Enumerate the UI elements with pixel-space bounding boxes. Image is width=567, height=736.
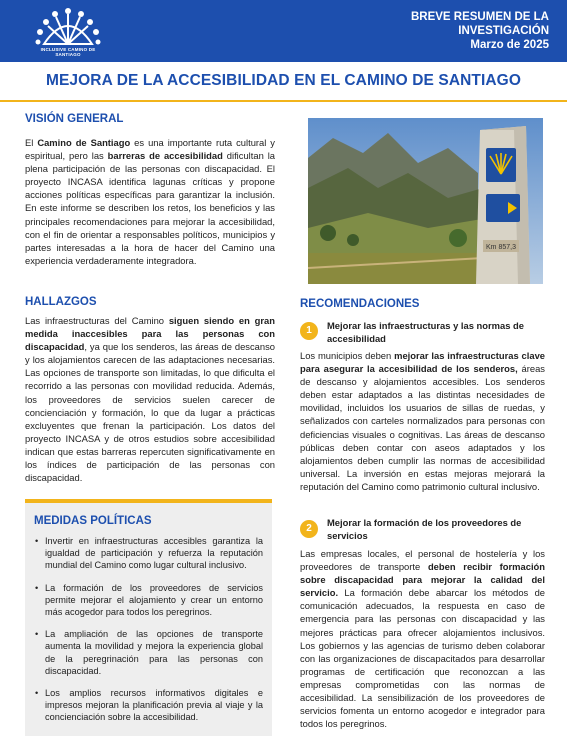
policy-item-text: La ampliación de las opciones de transporte aumenta la movilidad y mejora la experiencia global de la peregrinación para las personas con discapacidad. xyxy=(45,629,263,676)
marker-distance: Km 857,3 xyxy=(486,244,516,251)
camino-landscape-image xyxy=(308,118,543,284)
recommendation-1-number: 1 xyxy=(300,322,318,340)
policy-list xyxy=(35,535,263,734)
rec2-text-1: Las empresas locales, el personal de hostelería y los proveedores de transporte xyxy=(300,548,545,573)
header-banner xyxy=(0,0,567,62)
policy-measures-box xyxy=(25,499,272,736)
logo-text: INCLUSIVE CAMINO DE SANTIAGO xyxy=(40,47,96,57)
list-item: • Invertir en infraestructuras accesibles garantiza la igualdad de participación y refuerza la reputación mundial del Camino como lugar cultural inclusivo. xyxy=(35,536,263,571)
header-line-2: INVESTIGACIÓN xyxy=(458,25,549,37)
list-item: • La ampliación de las opciones de transporte aumenta la movilidad y mejora la experiencia global de la peregrinación para las personas con discapacidad. xyxy=(35,629,263,676)
header-meta xyxy=(349,10,549,52)
overview-text-3: dificultan la plena participación de las personas con discapacidad. El proyecto INCASA identifica lagunas críticas y propone acciones políticas específicas para garantizar la inclusión. En este informe se describen los retos, los beneficios y las principales recomendaciones para mejorar la accesibilidad, con el fin de orientar a responsables políticos, municipios y partes interesadas a la hora de hacer del Camino una experiencia verdaderamente integradora. xyxy=(25,150,276,266)
policy-item-text: Invertir en infraestructuras accesibles garantiza la igualdad de participación y refuerza la reputación mundial del Camino como lugar cultural inclusivo. xyxy=(45,536,263,571)
rec1-text-1: Los municipios deben xyxy=(300,350,395,361)
recommendation-1-paragraph xyxy=(300,349,545,493)
overview-text-2: es una importante ruta cultural y espiritual, pero las xyxy=(25,137,275,162)
findings-heading: HALLAZGOS xyxy=(25,296,97,308)
findings-text-2: , ya que los senderos, las áreas de descanso y los alojamientos carecen de las adaptaciones necesarias. Las opciones de transporte son limitadas, lo que dificulta el recorrido a las personas con movilidad reducida. Además, los proveedores de servicios suelen carecer de concienciación y formación, lo que da lugar a prácticas excluyentes que frenan la participación. Los datos del proyecto INCASA y de otros estudios sobre accesibilidad indican que estas barreras repercuten significativamente en los índices de participación de las personas con discapacidad. xyxy=(25,341,275,484)
header-line-1: BREVE RESUMEN DE LA xyxy=(410,11,549,23)
overview-text-1: El xyxy=(25,137,38,148)
recommendation-2-number: 2 xyxy=(300,520,318,538)
scallop-shell-icon xyxy=(28,4,108,48)
findings-bold-1: siguen siendo en gran medida inaccesibles para las personas con discapacidad xyxy=(25,315,275,353)
title-divider xyxy=(0,100,567,102)
camino-photo xyxy=(308,118,543,284)
inclusive-camino-logo xyxy=(28,4,108,58)
policy-item-text: La formación de los proveedores de servicios permite mejorar el alojamiento y crear un entorno más acogedor para todos los peregrinos. xyxy=(45,582,263,618)
rec1-text-2: áreas de descanso y alojamientos accesibles. Los senderos deben estar adaptados a las distintas necesidades de movilidad, incluidos los usuarios de sillas de ruedas, y señalizados con carteles normalizados para personas con deficiencias visuales o cognitivas. Las áreas de descanso públicas deben contar con aseos adaptados y los alojamientos deben cumplir las normas de accesibilidad universal. La inversión en estas mejoras mejorará la reputación del Camino como patrimonio cultural inclusivo. xyxy=(300,363,545,492)
findings-text-1: Las infraestructuras del Camino xyxy=(25,315,169,326)
recommendation-2-title: Mejorar la formación de los proveedores de servicios xyxy=(327,517,522,541)
rec1-bold-1: mejorar las infraestructuras clave para asegurar la accesibilidad de los senderos, xyxy=(300,350,545,375)
list-item: • Los amplios recursos informativos digitales e impresos mejoran la planificación previa al viaje y la concienciación sobre la accesibilidad. xyxy=(35,688,263,723)
findings-paragraph xyxy=(25,314,275,484)
recommendations-heading: RECOMENDACIONES xyxy=(300,298,420,310)
overview-paragraph xyxy=(25,136,275,267)
overview-bold-1: Camino de Santiago xyxy=(37,137,131,148)
policy-item-text: Los amplios recursos informativos digitales e impresos mejoran la planificación previa al viaje y la concienciación sobre la accesibilidad. xyxy=(45,688,263,723)
policy-heading: MEDIDAS POLÍTICAS xyxy=(34,515,152,527)
rec2-bold-1: deben recibir formación sobre discapacidad para mejorar la calidad del servicio. xyxy=(300,561,545,599)
page-title: MEJORA DE LA ACCESIBILIDAD EN EL CAMINO DE SANTIAGO xyxy=(45,72,521,89)
overview-heading: VISIÓN GENERAL xyxy=(25,113,124,125)
list-item: • La formación de los proveedores de servicios permite mejorar el alojamiento y crear un entorno más acogedor para todos los peregrinos. xyxy=(35,582,263,618)
recommendation-1-title: Mejorar las infraestructuras y las normas de accesibilidad xyxy=(327,320,524,344)
header-date: Marzo de 2025 xyxy=(470,39,549,51)
recommendation-2-paragraph xyxy=(300,547,545,730)
rec2-text-2: La formación debe abarcar los métodos de comunicación adecuados, la respuesta en caso de emergencia para las personas con discapacidad y las mejores prácticas para ofrecer alojamientos inclusivos. Los gobiernos y las agencias de turismo deben colaborar con las organizaciones de discapacitados para desarrollar programas de certificación que reconozcan a las empresas comprometidas con las normas de accesibilidad. La sensibilización de los proveedores de servicios fomenta un entorno acogedor e integrador para todos los peregrinos. xyxy=(300,587,545,730)
overview-bold-2: barreras de accesibilidad xyxy=(107,150,223,162)
